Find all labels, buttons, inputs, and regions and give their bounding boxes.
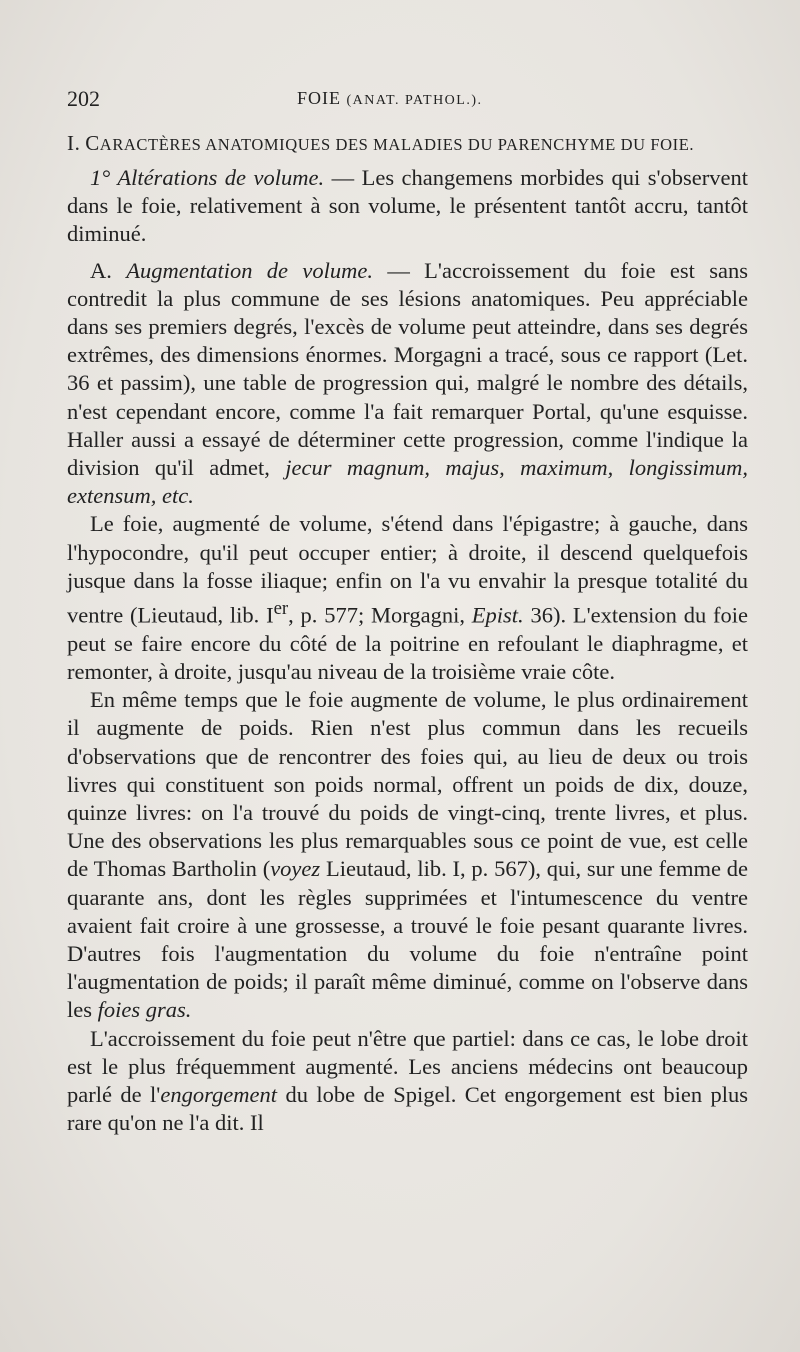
paragraph-text: En même temps que le foie augmente de volume, le plus ordinairement il augmente de poids. Rien n'est plus commun dans les recueils d'observations que de rencontrer des foies qui, au lieu de deux ou trois livres qui constituent son poids normal, offrent un poids de dix, douze, quinze livres: on l'a trouvé du poids de vingt-cinq, trente livres, et plus. Une des observations les plus remarquables sous ce point de vue, est celle de Thomas Bartholin ( bbox=[67, 687, 748, 882]
running-head bbox=[297, 88, 483, 109]
paragraph-italic-terms: jecur magnum, majus, maximum, longissimum, extensum, etc. bbox=[67, 455, 748, 509]
paragraph-body: — L'accroissement du foie est sans contredit la plus commune de ses lésions anatomiques. Peu appréciable dans ses premiers degrés, l'excès de volume peut atteindre, dans ses degrés extrêmes, des dimensions énormes. Morgagni a tracé, sous ce rapport (Let. 36 et passim), une table de progression qui, malgré le nombre des détails, n'est cependant encore, comme l'a fait remarquer Portal, qu'une esquisse. Haller aussi a essayé de déterminer cette progression, comme l'indique la division qu'il admet, bbox=[67, 257, 748, 481]
paragraph-title: Augmentation de volume. bbox=[126, 257, 373, 283]
paragraph-text: Le foie, augmenté de volume, s'étend dans l'épigastre; à gauche, dans l'hypocondre, qu'il peut occuper entier; à droite, il descend quelquefois jusque dans la fosse iliaque; enfin on l'a vu envahir la presque totalité du ventre (Lieutaud, lib. I bbox=[67, 511, 748, 628]
page-number: 202 bbox=[67, 86, 100, 111]
running-head-main: FOIE bbox=[297, 88, 341, 108]
section-initial: C bbox=[85, 131, 100, 155]
paragraph-extension bbox=[67, 510, 748, 686]
section-heading bbox=[67, 130, 748, 158]
running-head-sub: (ANAT. PATHOL.). bbox=[346, 93, 483, 108]
italic-term: engorgement bbox=[160, 1082, 278, 1107]
superscript: er bbox=[273, 598, 289, 620]
page-header bbox=[67, 86, 747, 116]
body-text bbox=[67, 130, 748, 1137]
paragraph-title: 1° Altérations de volume. bbox=[90, 165, 325, 190]
italic-term: foies gras. bbox=[97, 997, 192, 1023]
section-numeral: I. bbox=[67, 131, 81, 155]
italic-reference: Epist. bbox=[471, 602, 524, 628]
paragraph-lead: A. bbox=[90, 257, 127, 283]
paragraph-volume-alterations bbox=[67, 164, 748, 249]
paragraph-text: L'accroissement du foie peut n'être que partiel: dans ce cas, le lobe droit est le plus fréquemment augmenté. Les anciens médecins ont beaucoup parlé de l' bbox=[67, 1025, 748, 1107]
paragraph-volume-increase bbox=[67, 257, 748, 511]
paragraph-text: Lieutaud, lib. I, p. 567), qui, sur une femme de quarante ans, dont les règles supprimées et l'intumescence du ventre avaient fait croire à une grossesse, a trouvé le foie pesant quarante livres. D'autres fois l'augmentation du volume du foie n'entraîne point l'augmentation de poids; il paraît même diminué, comme on l'observe dans les bbox=[67, 856, 748, 1023]
paragraph-partial-growth bbox=[67, 1025, 748, 1138]
section-title: ARACTÈRES ANATOMIQUES DES MALADIES DU PARENCHYME DU FOIE. bbox=[99, 135, 695, 154]
paragraph-weight bbox=[67, 686, 748, 1024]
paragraph-text: 36). L'extension du foie peut se faire encore du côté de la poitrine en refoulant le diaphragme, et remonter, à droite, jusqu'au niveau de la troisième vraie côte. bbox=[67, 602, 748, 684]
paragraph-body: — Les changemens morbides qui s'observent dans le foie, relativement à son volume, le présentent tantôt accru, tantôt diminué. bbox=[67, 165, 748, 247]
paragraph-text: du lobe de Spigel. Cet engorgement est bien plus rare qu'on ne l'a dit. Il bbox=[67, 1082, 748, 1136]
paragraph-text: , p. 577; Morgagni, bbox=[288, 602, 472, 628]
italic-word: voyez bbox=[270, 856, 321, 882]
